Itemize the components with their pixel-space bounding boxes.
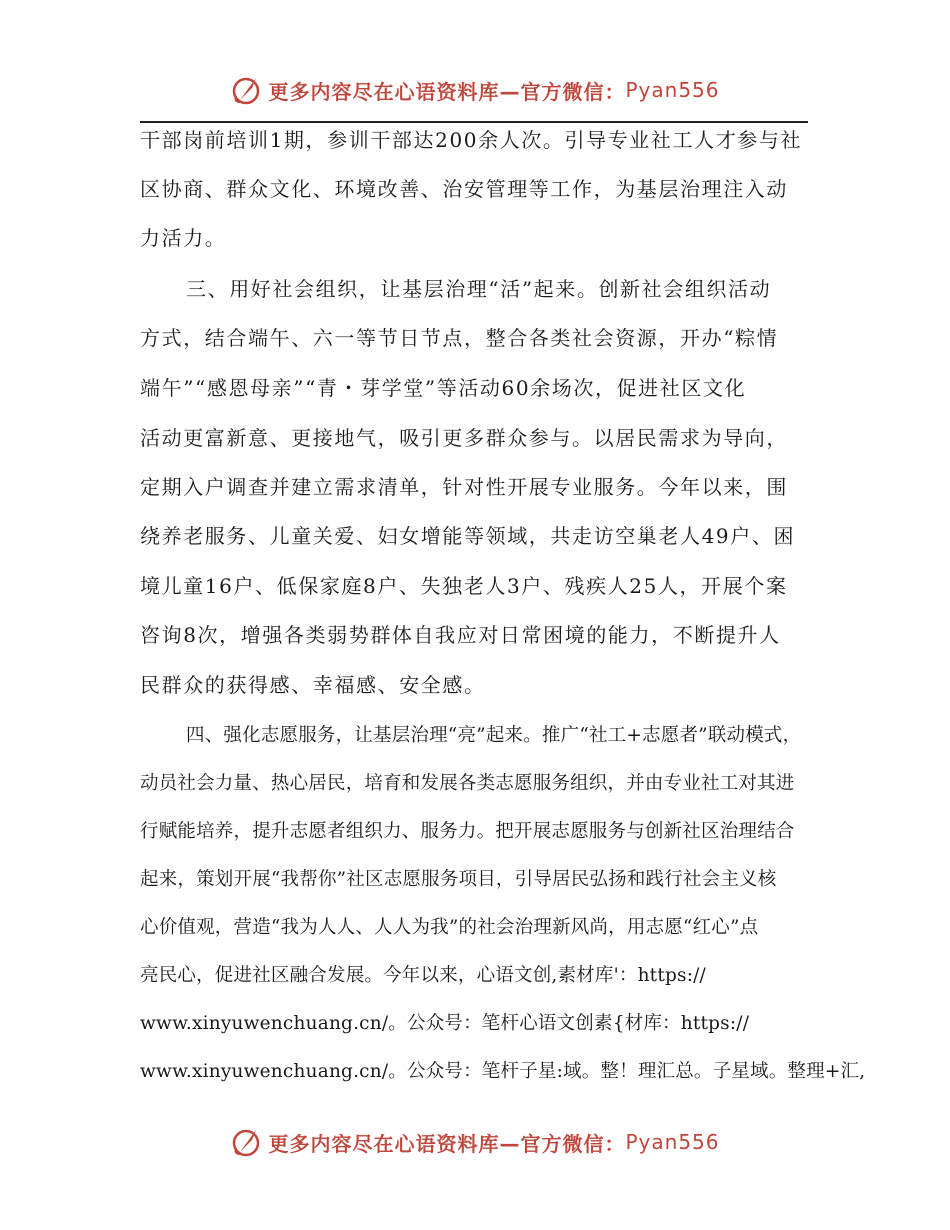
footer-banner-text: 更多内容尽在心语资料库—官方微信： <box>268 1131 626 1156</box>
header-divider <box>140 121 808 123</box>
text-line: 干部岗前培训1期，参训干部达200余人次。引导专业社工人才参与社 <box>140 128 803 152</box>
quill-logo-icon <box>230 1126 262 1158</box>
footer-wechat-id: Pyan556 <box>625 1130 720 1154</box>
text-line: 动员社会力量、热心居民，培育和发展各类志愿服务组织，并由专业社工对其进 <box>140 773 795 794</box>
text-line: 行赋能培养，提升志愿者组织力、服务力。把开展志愿服务与创新社区治理结合 <box>140 821 795 842</box>
text-line: 方式，结合端午、六一等节日节点，整合各类社会资源，开办“粽情 <box>140 326 779 350</box>
text-line: 亮民心，促进社区融合发展。今年以来，心语文创,素材库'：https:// <box>140 965 706 986</box>
header-wechat-id: Pyan556 <box>625 78 720 102</box>
header-banner-text: 更多内容尽在心语资料库—官方微信： <box>268 79 626 104</box>
text-line: 端午”“感恩母亲”“青・芽学堂”等活动60余场次，促进社区文化 <box>140 376 747 400</box>
footer-banner <box>0 1122 950 1162</box>
text-line: 境儿童16户、低保家庭8户、失独老人3户、残疾人25人，开展个案 <box>140 574 788 598</box>
text-line: 咨询8次，增强各类弱势群体自我应对日常困境的能力，不断提升人 <box>140 623 781 647</box>
text-line: 四、强化志愿服务，让基层治理“亮”起来。推广“社工+志愿者”联动模式， <box>186 725 802 746</box>
text-line: 民群众的获得感、幸福感、安全感。 <box>140 673 486 697</box>
header-banner <box>0 70 950 110</box>
text-line: 绕养老服务、儿童关爱、妇女增能等领域，共走访空巢老人49户、困 <box>140 524 796 548</box>
text-line: www.xinyuwenchuang.cn/。公众号：笔杆心语文创素{材库：https:// <box>140 1013 750 1034</box>
text-line: 区协商、群众文化、环境改善、治安管理等工作，为基层治理注入动 <box>140 177 788 201</box>
text-line: 起来，策划开展“我帮你”社区志愿服务项目，引导居民弘扬和践行社会主义核 <box>140 869 777 890</box>
quill-logo-icon <box>230 74 262 106</box>
text-line: 定期入户调查并建立需求清单，针对性开展专业服务。今年以来，围 <box>140 475 788 499</box>
text-line: 心价值观，营造“我为人人、人人为我”的社会治理新风尚，用志愿“红心”点 <box>140 917 759 938</box>
text-line: 活动更富新意、更接地气，吸引更多群众参与。以居民需求为导向， <box>140 426 788 450</box>
text-line: www.xinyuwenchuang.cn/。公众号：笔杆子星:域。整！理汇总。子星域。整理+汇, <box>140 1061 866 1082</box>
text-line: 三、用好社会组织，让基层治理“活”起来。创新社会组织活动 <box>186 277 772 301</box>
text-line: 力活力。 <box>140 226 227 250</box>
